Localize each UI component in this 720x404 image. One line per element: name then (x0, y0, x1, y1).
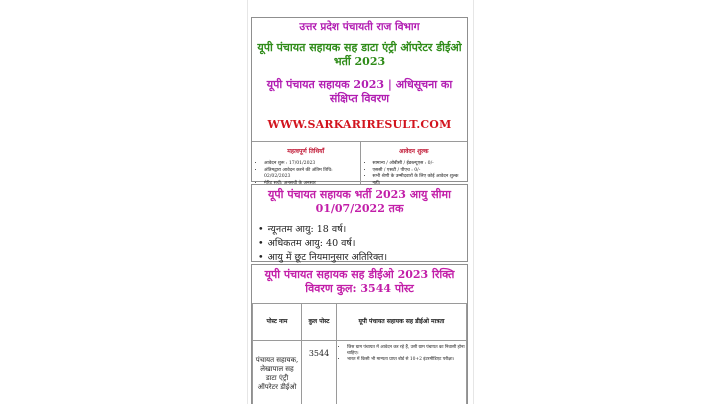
recruitment-title: यूपी पंचायत सहायक सह डाटा एंट्री ऑपरेटर डीईओ भर्ती 2023 (257, 41, 462, 68)
notification-subtitle: यूपी पंचायत सहायक 2023 | अधिसूचना का संक्षिप्त विवरण (266, 78, 453, 105)
date-item: • अंतिमद्वारा आवेदन करने की अंतिम तिथि: 02/02/2023 (264, 168, 357, 180)
department-name: उत्तर प्रदेश पंचायती राज विभाग (299, 21, 420, 33)
age-item: • आयु में छूट नियमानुसार अतिरिक्त। (258, 251, 467, 265)
website-link[interactable]: WWW.SARKARIRESULT.COM (267, 118, 452, 131)
column-post-name: पोस्ट नाम (253, 304, 302, 341)
vacancy-card (251, 264, 468, 404)
header-card (251, 17, 468, 182)
fee-item: • सामान्य / ओबीसी / ईडब्ल्यूएस : 0/- (373, 161, 465, 167)
application-fee-heading: आवेदन शुल्क (399, 148, 429, 155)
vacancy-table-header (253, 304, 467, 341)
notice-page (247, 0, 474, 404)
important-dates-heading: महत्वपूर्ण तिथियाँ (287, 148, 325, 155)
column-eligibility: यूपी पंचायत सहायक सह डीईओ मात्रता (337, 304, 467, 341)
post-count-cell: 3544 (302, 341, 337, 404)
column-total-posts: कुल पोस्ट (302, 304, 337, 341)
fee-item: • सभी श्रेणी के उम्मीदवारों के लिए कोई आवेदन शुल्क (373, 174, 465, 186)
application-fee-list (364, 161, 465, 187)
date-item: • आवेदन शुरू : 17/01/2023 (264, 161, 357, 167)
eligibility-item: • जिस ग्राम पंचायत में आवेदन कर रहे हैं, उसी ग्राम पंचायत का निवासी होना चाहिए। (347, 345, 465, 357)
important-dates-list (255, 161, 357, 187)
vacancy-heading: यूपी पंचायत सहायक सह डीईओ 2023 रिक्ति विवरण कुल: 3544 पोस्ट (264, 268, 455, 295)
eligibility-cell (337, 341, 467, 404)
eligibility-list (338, 345, 465, 363)
age-limit-card (251, 184, 468, 262)
age-item: • अधिकतम आयु: 40 वर्ष। (258, 237, 467, 251)
age-limit-heading: यूपी पंचायत सहायक भर्ती 2023 आयु सीमा 01/07/2022 तक (268, 188, 451, 215)
vacancy-table (252, 303, 467, 404)
age-limit-list (252, 223, 467, 265)
post-name-cell: पंचायत सहायक, लेखापाल सह डाटा एंट्री ऑपरेटर डीईओ (253, 341, 302, 404)
table-row (253, 341, 467, 404)
eligibility-item: • भारत में किसी भी मान्यता प्राप्त बोर्ड से 10+2 इंटरमीडिएट परीक्षा। (347, 357, 465, 363)
fee-item: • एससी / एसटी / पीएच : 0/- (373, 168, 465, 174)
age-item: • न्यूनतम आयु: 18 वर्ष। (258, 223, 467, 237)
